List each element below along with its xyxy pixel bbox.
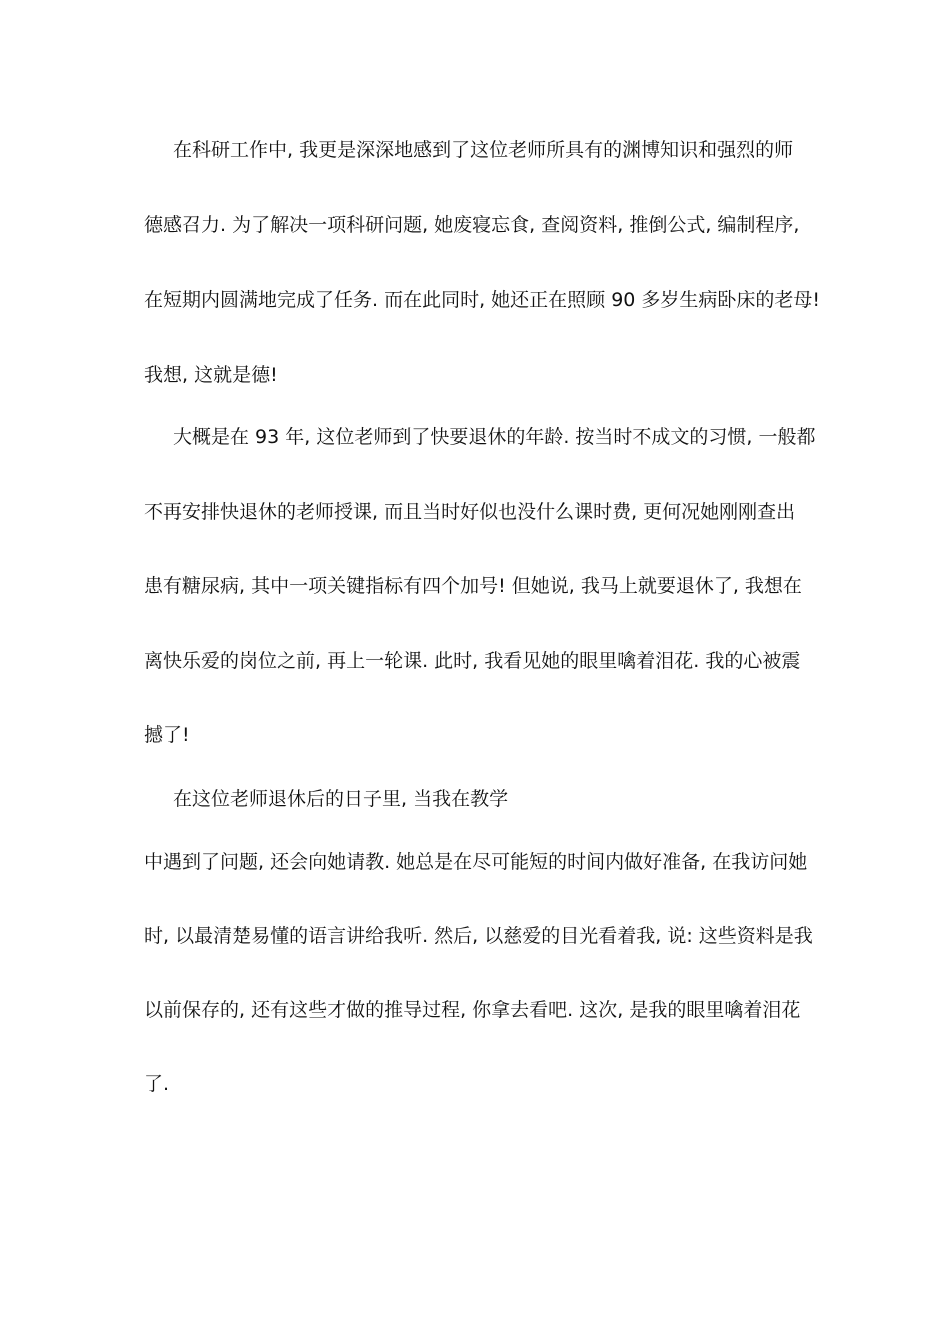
paragraph-1-line-4: 我想, 这就是德!: [144, 364, 278, 386]
paragraph-3-line-5: 了.: [144, 1073, 170, 1095]
paragraph-3-line-1: 在这位老师退休后的日子里, 当我在教学: [173, 788, 509, 810]
paragraph-1-line-2: 德感召力. 为了解决一项科研问题, 她废寝忘食, 查阅资料, 推倒公式, 编制程序,: [144, 214, 800, 236]
paragraph-3-line-4: 以前保存的, 还有这些才做的推导过程, 你拿去看吧. 这次, 是我的眼里噙着泪花: [144, 999, 801, 1021]
paragraph-3-line-2: 中遇到了问题, 还会向她请教. 她总是在尽可能短的时间内做好准备, 在我访问她: [144, 851, 808, 873]
paragraph-2-line-4: 离快乐爱的岗位之前, 再上一轮课. 此时, 我看见她的眼里噙着泪花. 我的心被震: [144, 650, 801, 672]
paragraph-2-line-5: 撼了!: [144, 724, 190, 746]
paragraph-2-line-3: 患有糖尿病, 其中一项关键指标有四个加号! 但她说, 我马上就要退休了, 我想在: [144, 575, 802, 597]
paragraph-3-line-3: 时, 以最清楚易懂的语言讲给我听. 然后, 以慈爱的目光看着我, 说: 这些资料是我: [144, 925, 813, 947]
paragraph-1-line-1: 在科研工作中, 我更是深深地感到了这位老师所具有的渊博知识和强烈的师: [173, 139, 794, 161]
paragraph-2-line-2: 不再安排快退休的老师授课, 而且当时好似也没什么课时费, 更何况她刚刚查出: [144, 501, 796, 523]
paragraph-1-line-3: 在短期内圆满地完成了任务. 而在此同时, 她还正在照顾 90 多岁生病卧床的老母!: [144, 289, 821, 311]
paragraph-2-line-1: 大概是在 93 年, 这位老师到了快要退休的年龄. 按当时不成文的习惯, 一般都: [173, 426, 816, 448]
